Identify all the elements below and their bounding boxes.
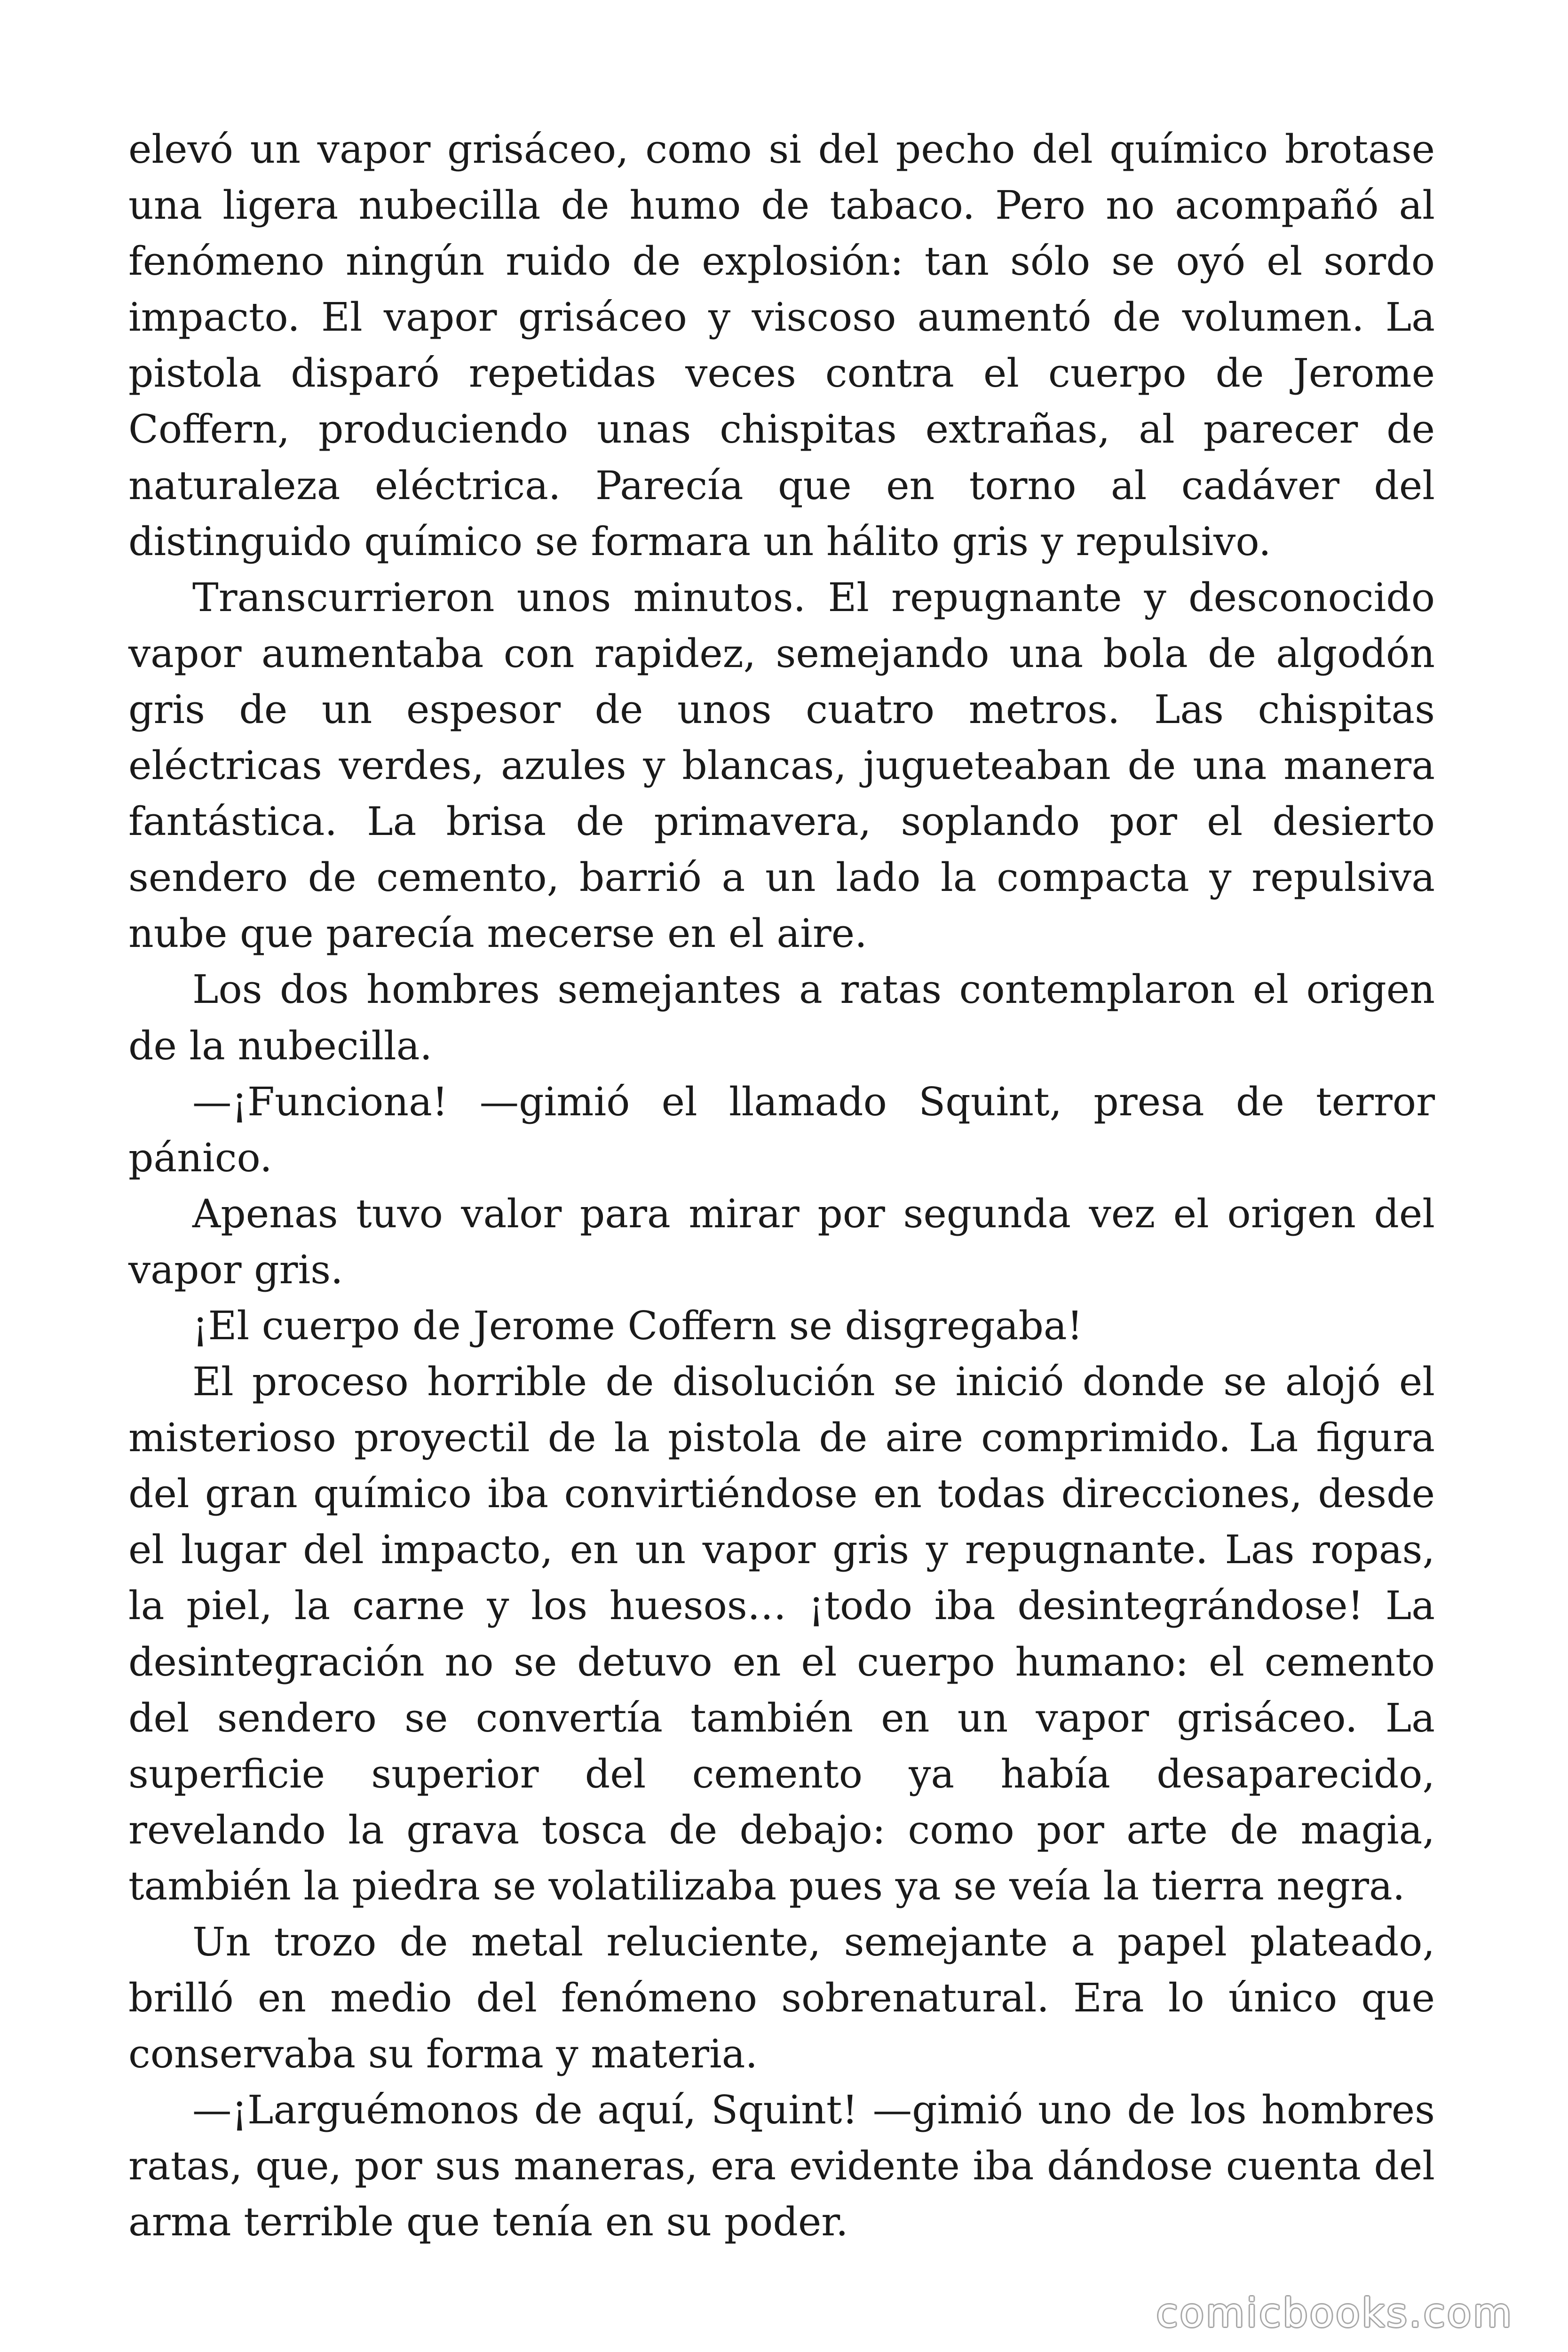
paragraph: Transcurrieron unos minutos. El repugnante y desconocido vapor aumentaba con rapidez, semejando una bola de algodón gris de un espesor de unos cuatro metros. Las chispitas eléctricas verdes, azules y blancas, jugueteaban de una manera fantástica. La brisa de primavera, soplando por el desierto sendero de cemento, barrió a un lado la compacta y repulsiva nube que parecía mecerse en el aire. (128, 574, 1435, 957)
paragraph: Apenas tuvo valor para mirar por segunda vez el origen del vapor gris. (128, 1190, 1435, 1293)
paragraph: ¡El cuerpo de Jerome Coffern se disgregaba! (192, 1302, 1083, 1349)
dialogue-paragraph: —¡Larguémonos de aquí, Squint! —gimió uno de los hombres ratas, que, por sus maneras, era evidente iba dándose cuenta del arma terrible que tenía en su poder. (128, 2087, 1435, 2245)
paragraph: Los dos hombres semejantes a ratas contemplaron el origen de la nubecilla. (128, 966, 1435, 1069)
body-text (128, 121, 1435, 2250)
paragraph: El proceso horrible de disolución se inició donde se alojó el misterioso proyectil de la pistola de aire comprimido. La figura del gran químico iba convirtiéndose en todas direcciones, desde el lugar del impacto, en un vapor gris y repugnante. Las ropas, la piel, la carne y los huesos… ¡todo iba desintegrándose! La desintegración no se detuvo en el cuerpo humano: el cemento del sendero se convertía también en un vapor grisáceo. La superficie superior del cemento ya había desaparecido, revelando la grava tosca de debajo: como por arte de magia, también la piedra se volatilizaba pues ya se veía la tierra negra. (128, 1359, 1435, 1909)
dialogue-paragraph: —¡Funciona! —gimió el llamado Squint, presa de terror pánico. (128, 1078, 1435, 1181)
paragraph: Un trozo de metal reluciente, semejante a papel plateado, brilló en medio del fenómeno sobrenatural. Era lo único que conservaba su forma y materia. (128, 1919, 1435, 2077)
watermark: comicbooks.com (1156, 2290, 1513, 2336)
paragraph-continuation: elevó un vapor grisáceo, como si del pecho del químico brotase una ligera nubecilla de humo de tabaco. Pero no acompañó al fenómeno ningún ruido de explosión: tan sólo se oyó el sordo impacto. El vapor grisáceo y viscoso aumentó de volumen. La pistola disparó repetidas veces contra el cuerpo de Jerome Coffern, produciendo unas chispitas extrañas, al parecer de naturaleza eléctrica. Parecía que en torno al cadáver del distinguido químico se formara un hálito gris y repulsivo. (128, 126, 1435, 564)
